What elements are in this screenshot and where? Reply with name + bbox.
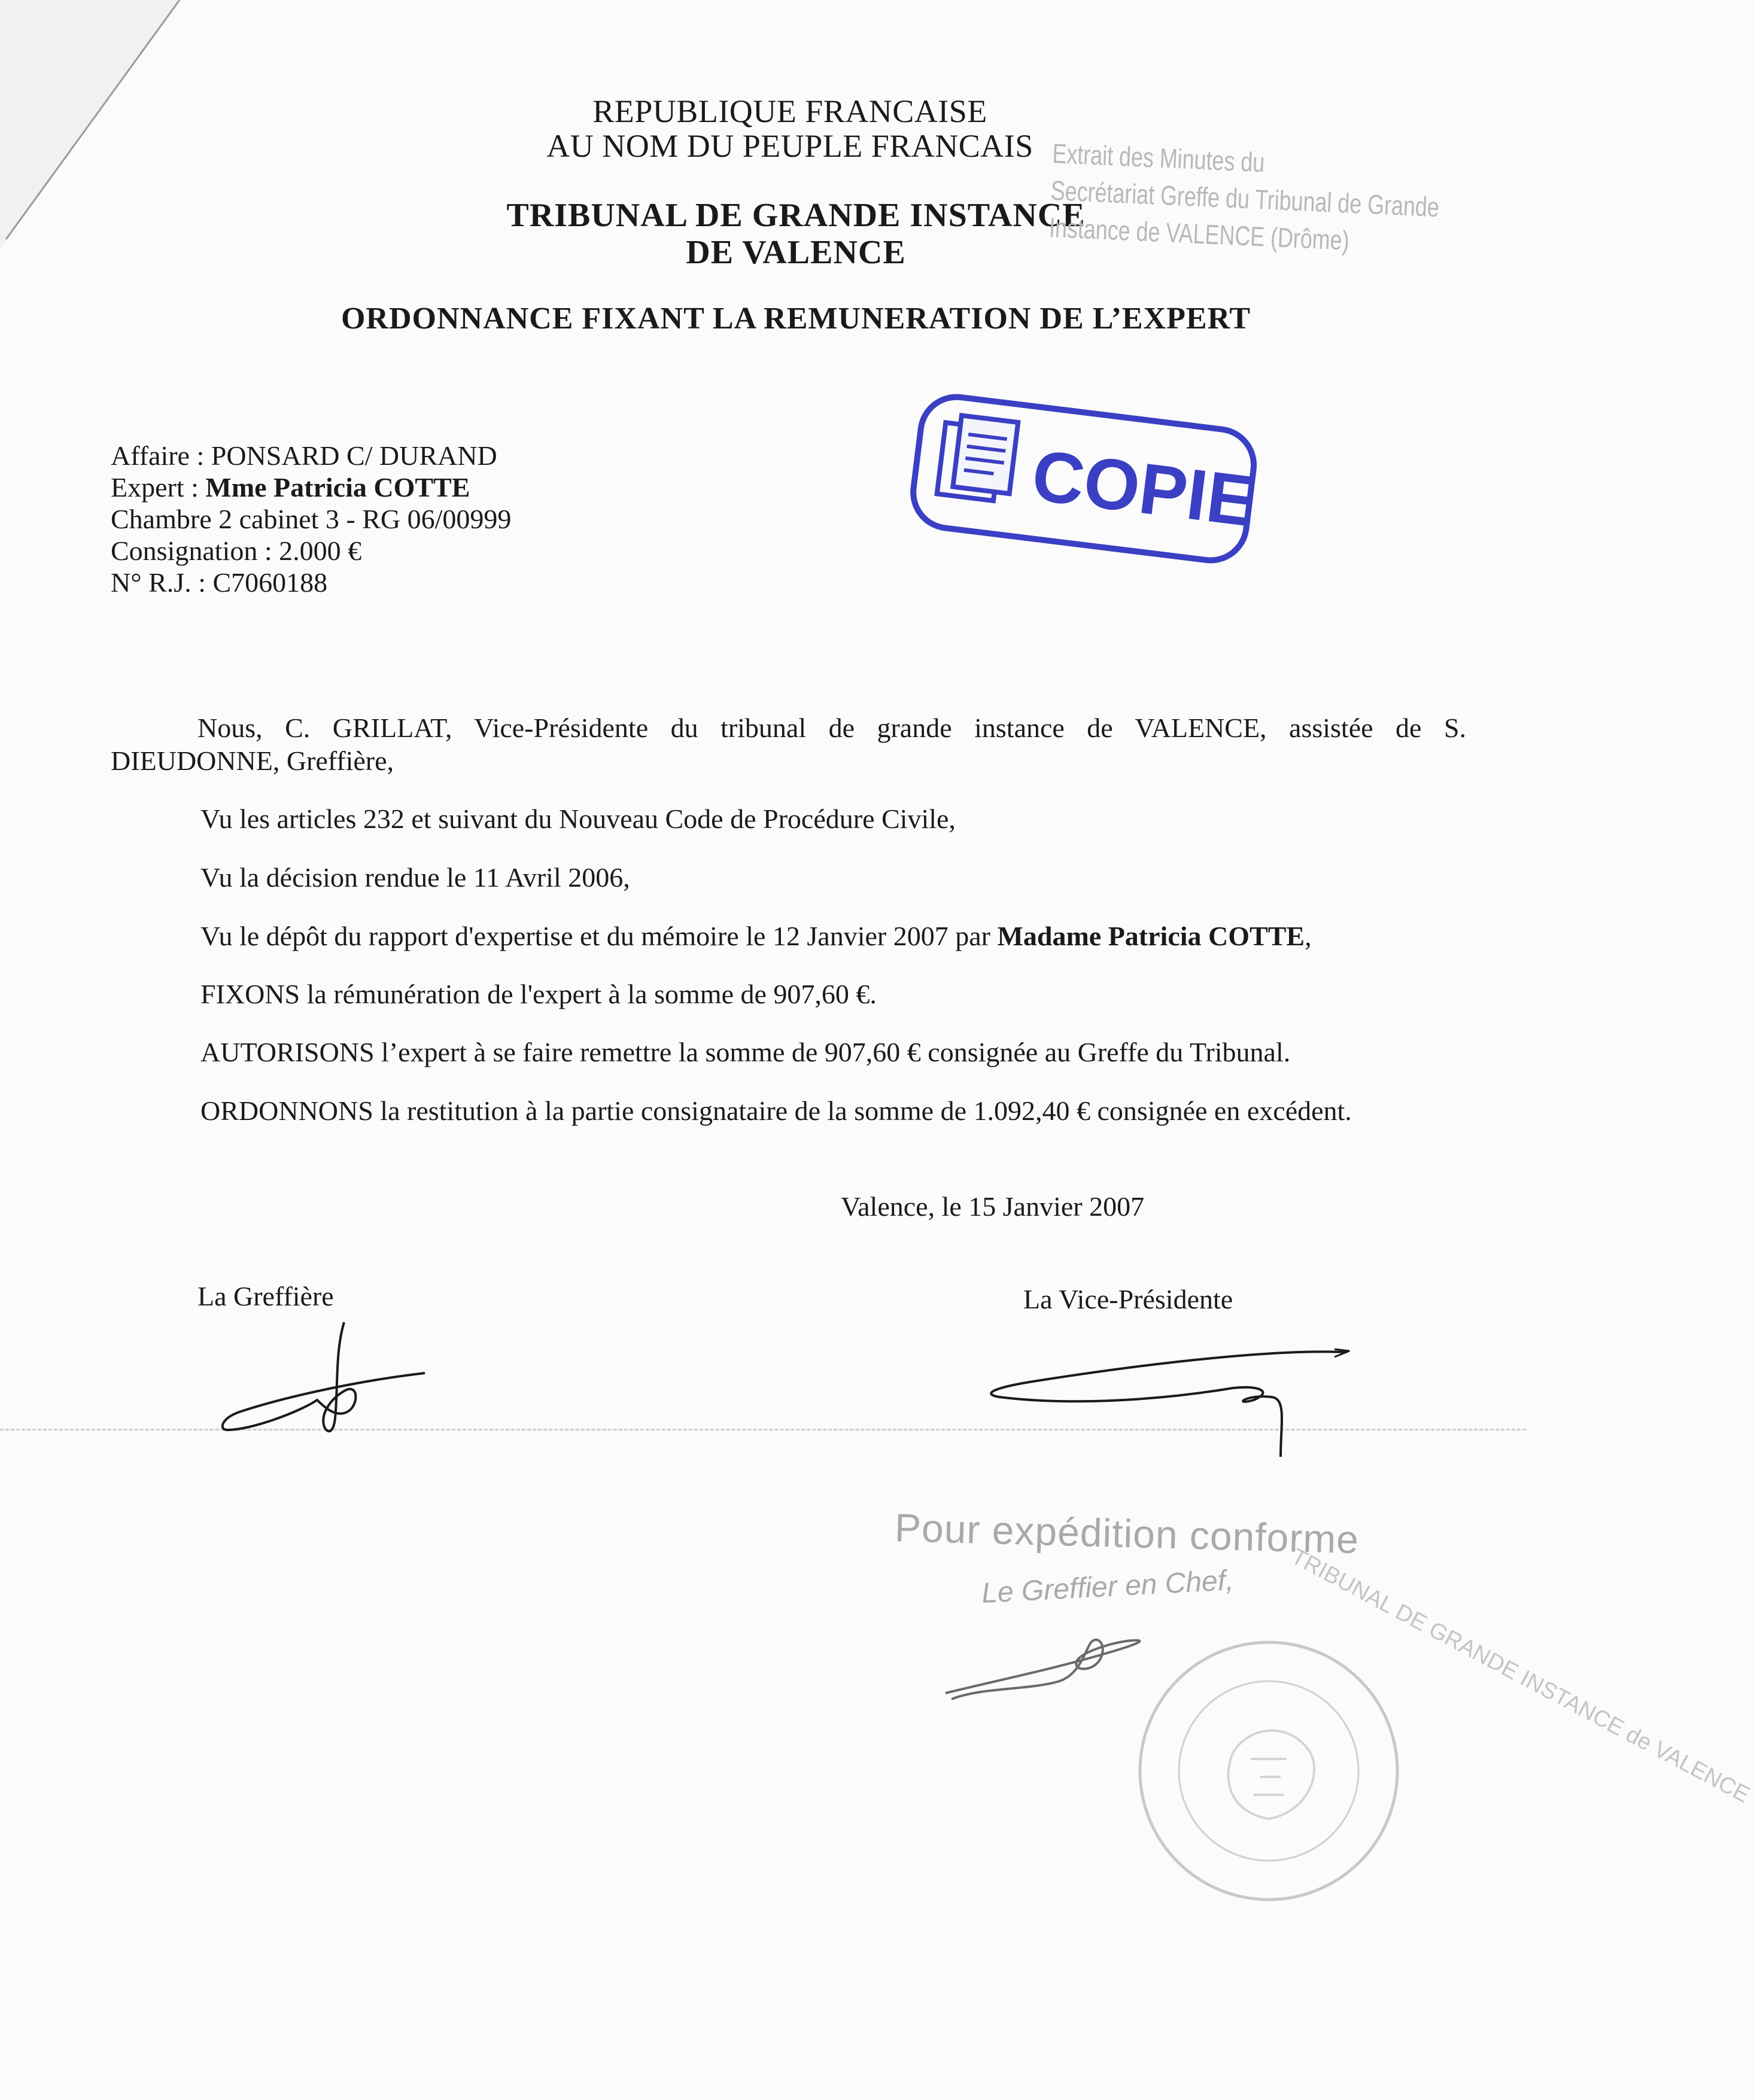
court-city: DE VALENCE	[686, 234, 906, 271]
vice-presidente-signature	[922, 1334, 1352, 1478]
vu-depot	[200, 920, 1312, 952]
case-expert-label: Expert :	[111, 472, 206, 503]
greffiere-label: La Greffière	[197, 1281, 334, 1311]
case-info	[111, 440, 511, 598]
case-rj: N° R.J. : C7060188	[111, 567, 328, 598]
vice-presidente-label: La Vice-Présidente	[1023, 1284, 1233, 1314]
extract-stamp	[1048, 135, 1440, 259]
vu-articles: Vu les articles 232 et suivant du Nouveau Code de Procédure Civile,	[200, 804, 956, 834]
republic-heading: REPUBLIQUE FRANCAISE	[592, 93, 987, 129]
folded-corner	[0, 0, 191, 251]
vu-decision: Vu la décision rendue le 11 Avril 2006,	[200, 862, 630, 893]
conforme-stamp: Pour expédition conforme	[894, 1505, 1360, 1562]
court-name: TRIBUNAL DE GRANDE INSTANCE	[506, 197, 1086, 234]
greffier-en-chef-signature	[934, 1615, 1161, 1711]
case-affaire: Affaire : PONSARD C/ DURAND	[111, 440, 497, 471]
vu-depot-suffix: ,	[1305, 921, 1312, 951]
vu-depot-expert: Madame Patricia COTTE	[997, 921, 1305, 951]
case-consignation: Consignation : 2.000 €	[111, 535, 362, 566]
greffier-en-chef-stamp: Le Greffier en Chef,	[980, 1565, 1235, 1609]
court-seal-text: TRIBUNAL DE GRANDE INSTANCE de VALENCE	[1287, 1544, 1754, 1808]
greffiere-signature	[215, 1316, 443, 1454]
document-title: ORDONNANCE FIXANT LA REMUNERATION DE L’EXPERT	[341, 302, 1251, 336]
autorisons-paragraph: AUTORISONS l’expert à se faire remettre la somme de 907,60 € consignée au Greffe du Tribunal.	[200, 1037, 1291, 1067]
case-expert	[111, 471, 511, 503]
extract-stamp-line1: Extrait des Minutes du	[1051, 137, 1266, 178]
signing-date: Valence, le 15 Janvier 2007	[841, 1191, 1145, 1222]
nous-paragraph: Nous, C. GRILLAT, Vice-Présidente du tribunal de grande instance de VALENCE, assistée de S.	[197, 713, 1466, 743]
copie-stamp	[898, 383, 1269, 580]
ordonnons-paragraph: ORDONNONS la restitution à la partie consignataire de la somme de 1.092,40 € consignée en excédent.	[200, 1095, 1352, 1126]
nous-paragraph-cont: DIEUDONNE, Greffière,	[111, 745, 394, 776]
extract-stamp-line2: Secrétariat Greffe du Tribunal de Grande	[1050, 174, 1440, 223]
copie-text: COPIE	[1028, 435, 1260, 542]
court-seal	[1131, 1633, 1406, 1909]
extract-stamp-line3: Instance de VALENCE (Drôme)	[1048, 211, 1350, 256]
people-heading: AU NOM DU PEUPLE FRANCAIS	[546, 128, 1033, 164]
case-expert-name: Mme Patricia COTTE	[205, 472, 470, 503]
vu-depot-text: Vu le dépôt du rapport d'expertise et du mémoire le 12 Janvier 2007 par	[200, 921, 998, 951]
fixons-paragraph: FIXONS la rémunération de l'expert à la somme de 907,60 €.	[200, 979, 877, 1009]
case-chambre: Chambre 2 cabinet 3 - RG 06/00999	[111, 504, 512, 534]
document-icon	[937, 413, 1019, 503]
